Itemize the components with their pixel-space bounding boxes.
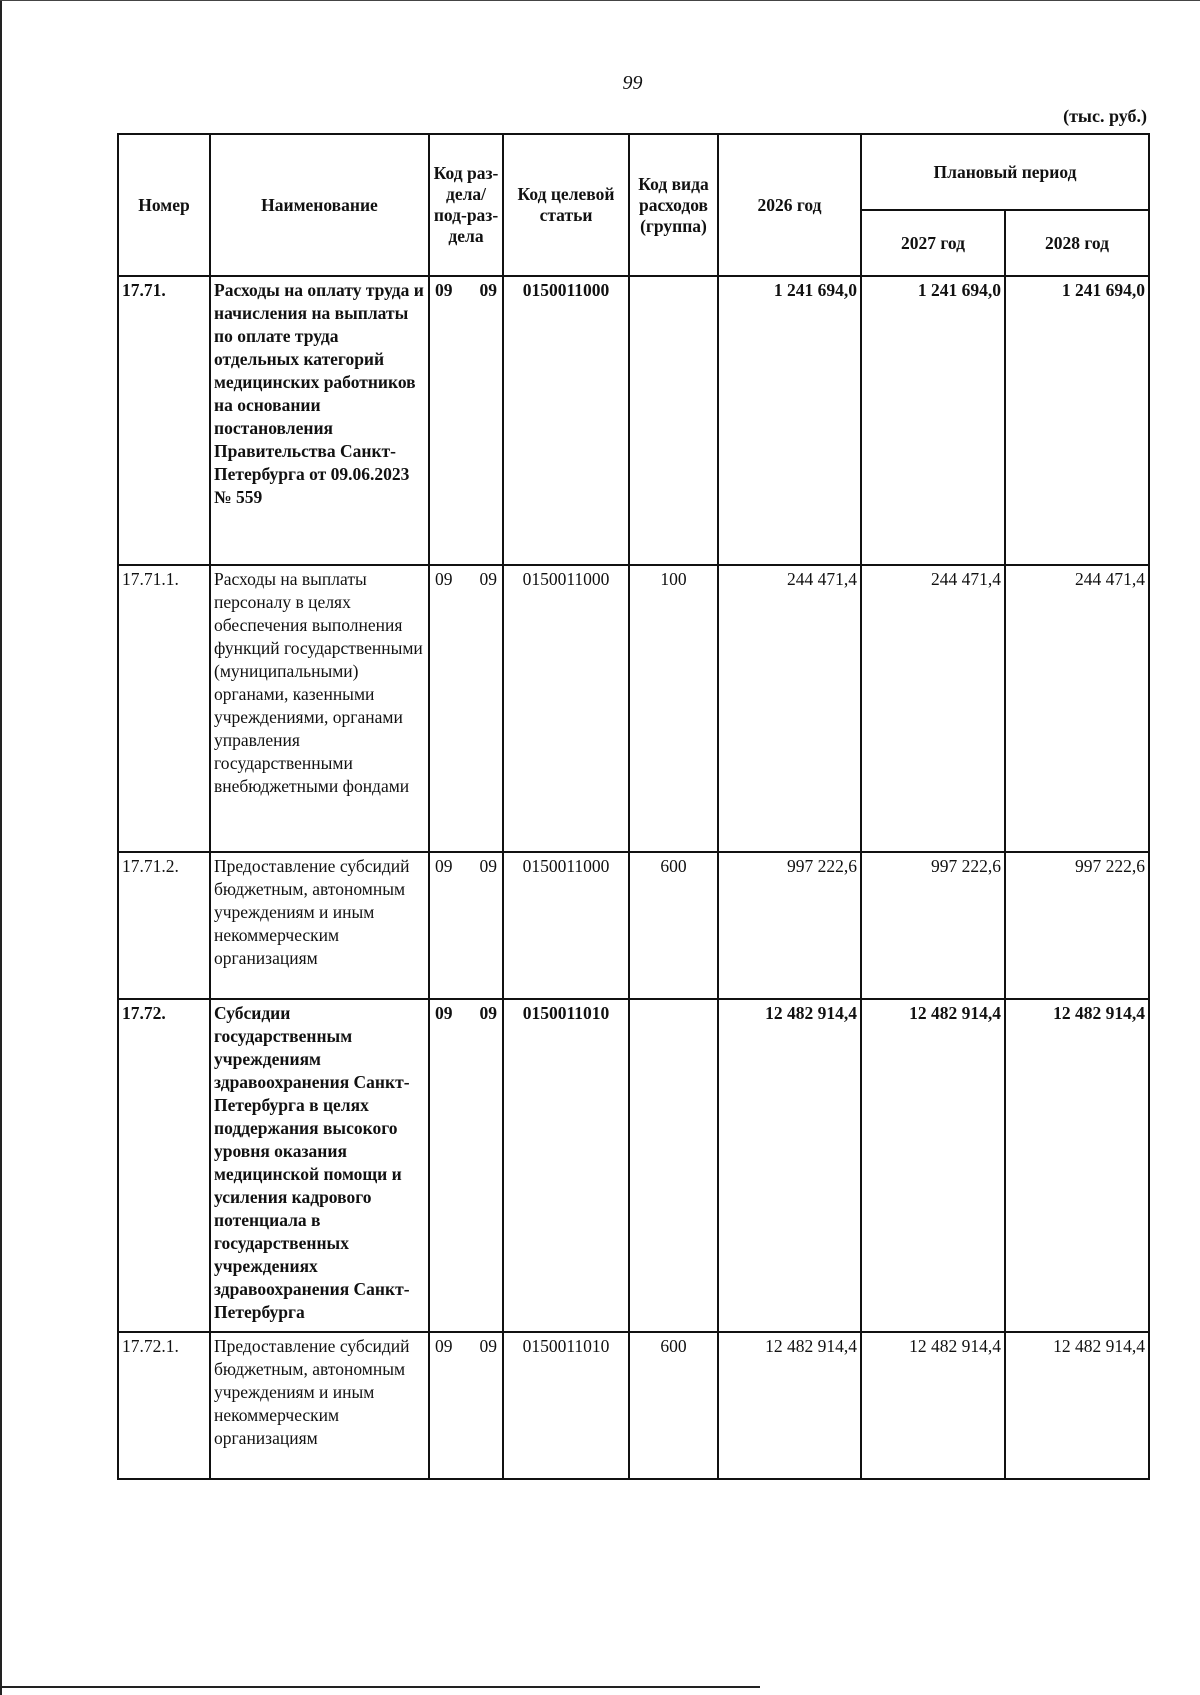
row-number: 17.71.1. — [118, 565, 210, 852]
row-target-code: 0150011000 — [503, 852, 629, 999]
row-value-2026: 244 471,4 — [718, 565, 861, 852]
row-value-2026: 12 482 914,4 — [718, 999, 861, 1332]
row-name: Расходы на выплаты персоналу в целях обеспечения выполнения функций государственными (муниципальными) органами, казенными учреждениями, органами управления государственными внебюджетными фондами — [210, 565, 429, 852]
row-value-2027: 1 241 694,0 — [861, 276, 1005, 565]
row-number: 17.71. — [118, 276, 210, 565]
row-section-code — [429, 999, 503, 1332]
units-label: (тыс. руб.) — [1063, 106, 1147, 126]
row-expense-type: 600 — [629, 1332, 718, 1479]
table-row — [118, 276, 1149, 565]
row-expense-type — [629, 999, 718, 1332]
scan-edge-left — [0, 0, 2, 1695]
row-name: Предоставление субсидий бюджетным, автономным учреждениям и иным некоммерческим организациям — [210, 852, 429, 999]
row-value-2027: 12 482 914,4 — [861, 999, 1005, 1332]
row-section: 09 — [435, 280, 453, 300]
row-value-2026: 1 241 694,0 — [718, 276, 861, 565]
header-planned-period: Плановый период — [861, 134, 1149, 210]
row-number: 17.72. — [118, 999, 210, 1332]
row-expense-type — [629, 276, 718, 565]
row-value-2028: 12 482 914,4 — [1005, 999, 1149, 1332]
table-row — [118, 852, 1149, 999]
table-header-row — [118, 134, 1149, 210]
row-section-code — [429, 1332, 503, 1479]
row-expense-type: 100 — [629, 565, 718, 852]
row-value-2028: 997 222,6 — [1005, 852, 1149, 999]
header-year-2026: 2026 год — [718, 134, 861, 276]
header-number: Номер — [118, 134, 210, 276]
row-number: 17.71.2. — [118, 852, 210, 999]
page-number: 99 — [622, 72, 643, 94]
header-section-code: Код раз-дела/ под-раз-дела — [429, 134, 503, 276]
row-target-code: 0150011000 — [503, 565, 629, 852]
row-section-code — [429, 852, 503, 999]
row-section: 09 — [435, 1003, 453, 1023]
row-target-code: 0150011000 — [503, 276, 629, 565]
row-section-code — [429, 565, 503, 852]
row-subsection: 09 — [479, 856, 497, 876]
row-value-2027: 12 482 914,4 — [861, 1332, 1005, 1479]
row-target-code: 0150011010 — [503, 1332, 629, 1479]
header-year-2027: 2027 год — [861, 210, 1005, 276]
scan-edge-bottom — [0, 1686, 760, 1688]
row-value-2027: 244 471,4 — [861, 565, 1005, 852]
row-section: 09 — [435, 1336, 453, 1356]
row-section: 09 — [435, 569, 453, 589]
row-section-code — [429, 276, 503, 565]
row-value-2028: 244 471,4 — [1005, 565, 1149, 852]
header-target-code: Код целевой статьи — [503, 134, 629, 276]
header-name: Наименование — [210, 134, 429, 276]
row-value-2028: 1 241 694,0 — [1005, 276, 1149, 565]
row-name: Предоставление субсидий бюджетным, автономным учреждениям и иным некоммерческим организациям — [210, 1332, 429, 1479]
row-name: Субсидии государственным учреждениям здравоохранения Санкт-Петербурга в целях поддержания высокого уровня оказания медицинской помощи и усиления кадрового потенциала в государственных учреждениях здравоохранения Санкт-Петербурга — [210, 999, 429, 1332]
row-number: 17.72.1. — [118, 1332, 210, 1479]
table-row — [118, 565, 1149, 852]
table-row — [118, 1332, 1149, 1479]
row-section: 09 — [435, 856, 453, 876]
row-target-code: 0150011010 — [503, 999, 629, 1332]
row-name: Расходы на оплату труда и начисления на выплаты по оплате труда отдельных категорий медицинских работников на основании постановления Правительства Санкт-Петербурга от 09.06.2023 № 559 — [210, 276, 429, 565]
row-subsection: 09 — [479, 569, 497, 589]
row-value-2026: 997 222,6 — [718, 852, 861, 999]
row-value-2026: 12 482 914,4 — [718, 1332, 861, 1479]
header-expense-type-code: Код вида расходов (группа) — [629, 134, 718, 276]
row-expense-type: 600 — [629, 852, 718, 999]
row-subsection: 09 — [479, 1336, 497, 1356]
budget-table — [117, 133, 1150, 1480]
row-value-2027: 997 222,6 — [861, 852, 1005, 999]
row-value-2028: 12 482 914,4 — [1005, 1332, 1149, 1479]
table-row — [118, 999, 1149, 1332]
header-year-2028: 2028 год — [1005, 210, 1149, 276]
scan-edge-top — [0, 0, 1200, 1]
row-subsection: 09 — [479, 1003, 497, 1023]
row-subsection: 09 — [479, 280, 497, 300]
